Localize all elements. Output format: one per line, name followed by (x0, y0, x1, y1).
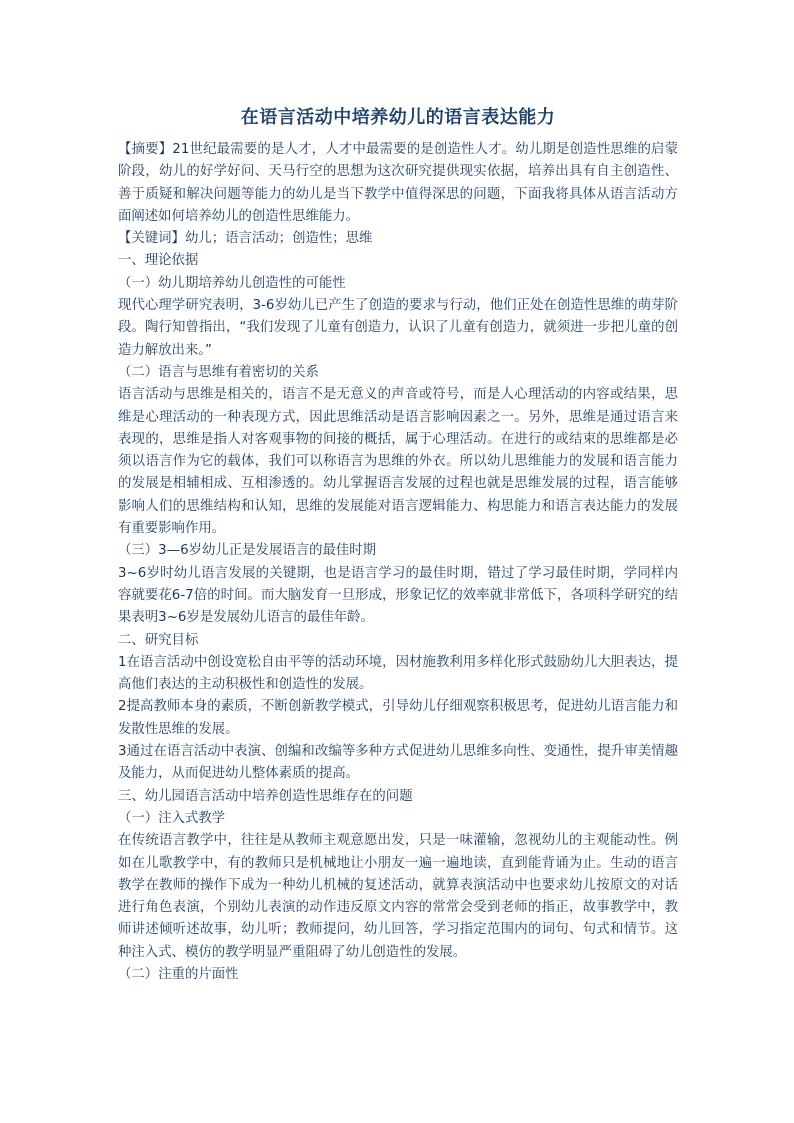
document-page (118, 103, 678, 986)
goal-paragraph-1: 1在语言活动中创设宽松自由平等的活动环境，因材施教利用多样化形式鼓励幼儿大胆表达，提高他们表达的主动积极性和创造性的发展。 (118, 654, 678, 693)
body-paragraph-3: 3~6岁时幼儿语言发展的关键期，也是语言学习的最佳时期，错过了学习最佳时期，学同样内容就要花6-7倍的时间。而大脑发育一旦形成，形象记忆的效率就非常低下，各项科学研究的结果表明3~6岁是发展幼儿语言的最佳年龄。 (118, 565, 678, 626)
body-paragraph-4: 在传统语言教学中，往往是从教师主观意愿出发，只是一味灌输，忽视幼儿的主观能动性。例如在儿歌教学中，有的教师只是机械地让小朋友一遍一遍地读，直到能背诵为止。生动的语言教学在教师的操作下成为一种幼儿机械的复述活动，就算表演活动中也要求幼儿按原文的对话进行角色表演，个别幼儿表演的动作违反原文内容的常常会受到老师的指正，故事教学中，教师讲述倾听述故事，幼儿听；教师提问，幼儿回答，学习指定范围内的词句、句式和情节。这种注入式、模仿的教学明显严重阻碍了幼儿创造性的发展。 (118, 833, 678, 960)
section-heading-2: 二、研究目标 (118, 632, 199, 648)
subsection-heading-3-2: （二）注重的片面性 (118, 966, 239, 982)
keywords-paragraph: 【关键词】幼儿；语言活动；创造性；思维 (118, 231, 373, 247)
goal-paragraph-3: 3通过在语言活动中表演、创编和改编等多种方式促进幼儿思维多向性、变通性，提升审美情趣及能力，从而促进幼儿整体素质的提高。 (118, 744, 678, 782)
section-heading-1: 一、理论依据 (118, 253, 199, 269)
document-title: 在语言活动中培养幼儿的语言表达能力 (240, 107, 556, 128)
body-paragraph-2: 语言活动与思维是相关的，语言不是无意义的声音或符号，而是人心理活动的内容或结果，思维是心理活动的一种表现方式，因此思维活动是语言影响因素之一。另外，思维是通过语言来表现的，思维是指人对客观事物的间接的概括，属于心理活动。在进行的或结束的思维都是必须以语言作为它的载体，我们可以称语言为思维的外衣。所以幼儿思维能力的发展和语言能力的发展是相辅相成、互相渗透的。幼儿掌握语言发展的过程也就是思维发展的过程，语言能够影响人们的思维结构和认知，思维的发展能对语言逻辑能力、构思能力和语言表达能力的发展有重要影响作用。 (118, 387, 678, 537)
subsection-heading-1-2: （二）语言与思维有着密切的关系 (118, 364, 319, 380)
body-paragraph-1: 现代心理学研究表明，3-6岁幼儿已产生了创造的要求与行动，他们正处在创造性思维的萌芽阶段。陶行知曾指出，“我们发现了儿童有创造力，认识了儿童有创造力，就须进一步把儿童的创造力解放出来。” (118, 298, 678, 358)
section-heading-3: 三、幼儿园语言活动中培养创造性思维存在的问题 (118, 788, 413, 804)
goal-paragraph-2: 2提高教师本身的素质，不断创新教学模式，引导幼儿仔细观察积极思考，促进幼儿语言能力和发散性思维的发展。 (118, 699, 678, 737)
subsection-heading-1-3: （三）3—6岁幼儿正是发展语言的最佳时期 (118, 543, 377, 559)
abstract-paragraph: 【摘要】21世纪最需要的是人才，人才中最需要的是创造性人才。幼儿期是创造性思维的启蒙阶段，幼儿的好学好问、天马行空的思想为这次研究提供现实依据，培养出具有自主创造性、善于质疑和解决问题等能力的幼儿是当下教学中值得深思的问题，下面我将具体从语言活动方面阐述如何培养幼儿的创造性思维能力。 (118, 142, 678, 224)
subsection-heading-1-1: （一）幼儿期培养幼儿创造性的可能性 (118, 275, 346, 291)
subsection-heading-3-1: （一）注入式教学 (118, 810, 226, 826)
